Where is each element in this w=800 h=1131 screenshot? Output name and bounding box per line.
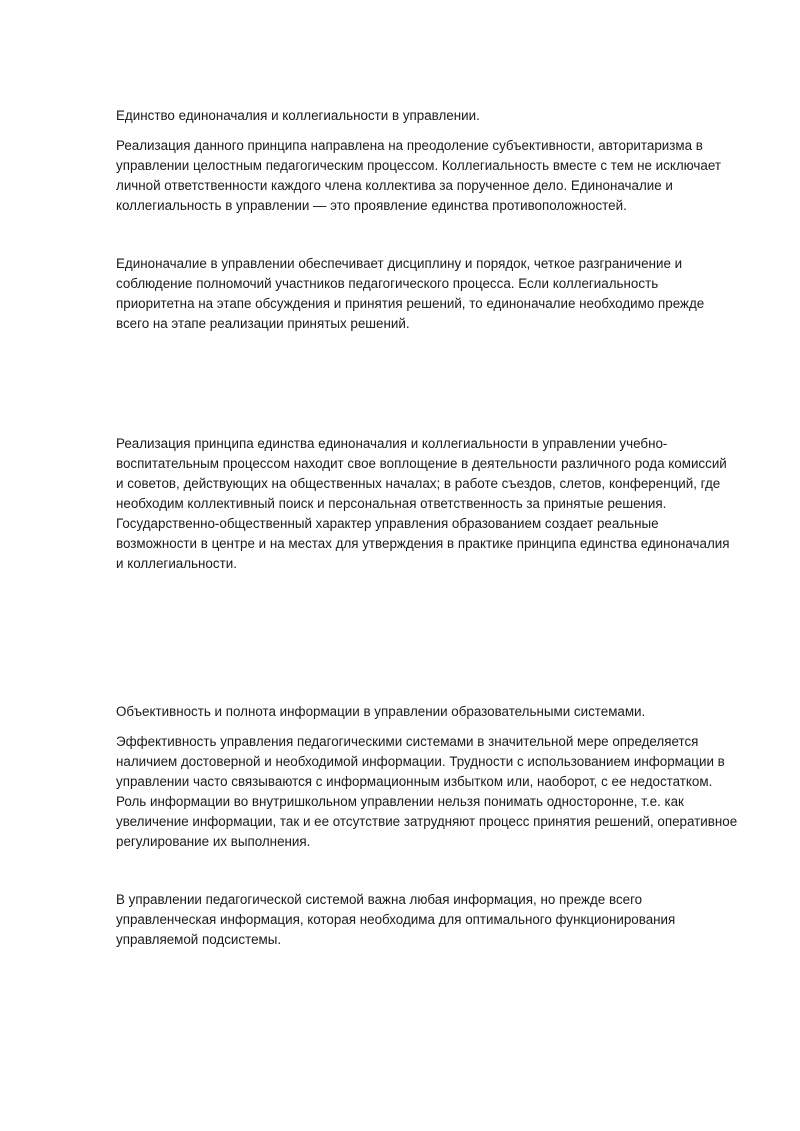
paragraph-principle-implementation: Реализация принципа единства единоначалия и коллегиальности в управлении учебно- воспитательным процессом находит свое воплощение в деятельности различного рода комиссий и советов, действующих на общественных началах; в работе съездов, слетов, конференций, где необходим коллективный поиск и персональная ответственность за принятые решения. Государственно-общественный характер управления образованием создает реальные возможности в центре и на местах для утверждения в практике принципа единства единоначалия и коллегиальности. [116,436,730,571]
paragraph-one-man-management: Единоначалие в управлении обеспечивает дисциплину и порядок, четкое разграничение и соблюдение полномочий участников педагогического процесса. Если коллегиальность приоритетна на этапе обсуждения и принятия решений, то единоначалие необходимо прежде всего на этапе реализации принятых решений. [116,256,705,331]
section-heading-information: Объективность и полнота информации в управлении образовательными системами. [116,704,646,719]
paragraph-information-effectiveness: Эффективность управления педагогическими системами в значительной мере определяется наличием достоверной и необходимой информации. Трудности с использованием информации в управлении часто связываются с информационным избытком или, наоборот, с ее недостатком. Роль информации во внутришкольном управлении нельзя понимать односторонне, т.е. как увеличение информации, так и ее отсутствие затрудняют процесс принятия решений, оперативное регулирование их выполнения. [116,734,738,849]
section-heading-unity: Единство единоначалия и коллегиальности в управлении. [116,108,480,123]
paragraph-unity-intro: Реализация данного принципа направлена на преодоление субъективности, авторитаризма в управлении целостным педагогическим процессом. Коллегиальность вместе с тем не исключает личной ответственности каждого члена коллектива за порученное дело. Единоначалие и коллегиальность в управлении — это проявление единства противоположностей. [116,138,721,213]
paragraph-management-information: В управлении педагогической системой важна любая информация, но прежде всего управленческая информация, которая необходима для оптимального функционирования управляемой подсистемы. [116,892,676,947]
